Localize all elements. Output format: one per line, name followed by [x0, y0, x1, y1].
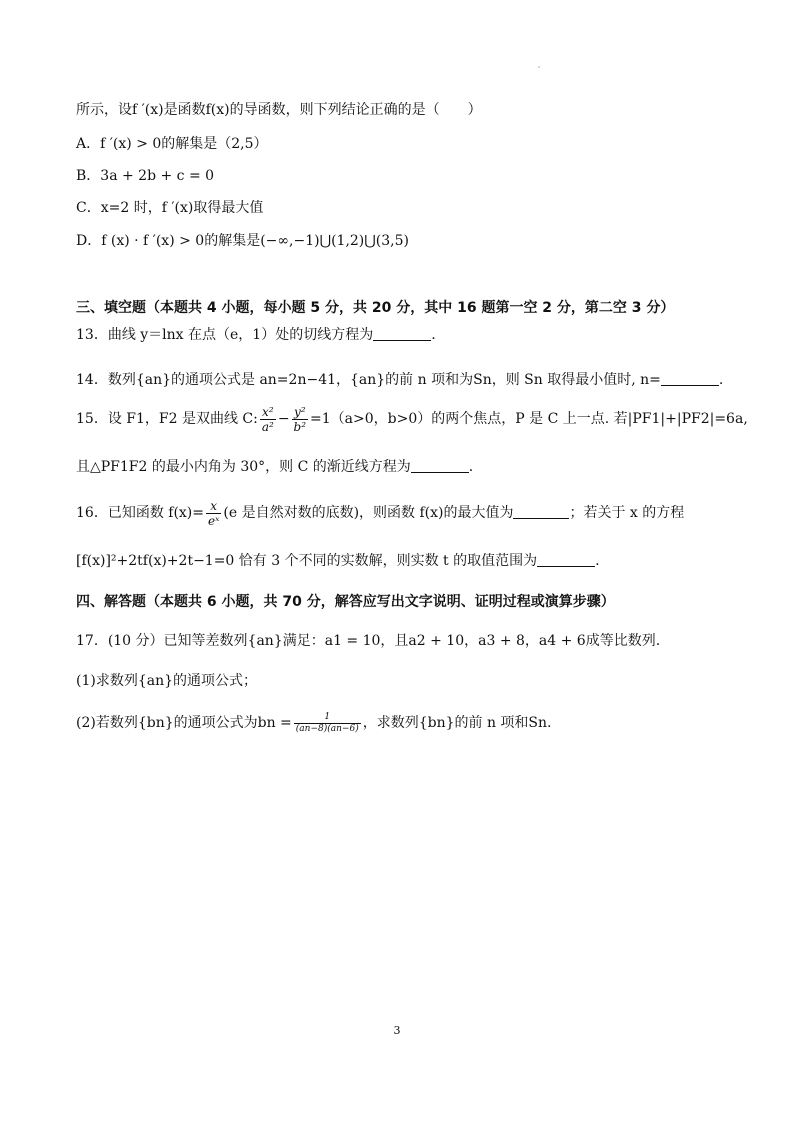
q12-stem: 所示，设f ′(x)是函数f(x)的导函数，则下列结论正确的是（ ）: [76, 102, 482, 118]
q14-answer-blank[interactable]: [661, 371, 719, 386]
q16-answer-blank-2[interactable]: [537, 552, 595, 567]
q16-line-1: [76, 496, 684, 530]
q14: [76, 370, 723, 390]
q12-option-d: D．f (x) · f ′(x) > 0的解集是(−∞,−1)⋃(1,2)⋃(3,5): [76, 233, 409, 249]
q16-frac-num: x: [210, 498, 218, 513]
q12-option-b: B．3a + 2b + c = 0: [76, 168, 215, 184]
section-4-heading: 四、解答题（本题共 6 小题，共 70 分，解答应写出文字说明、证明过程或演算步骤）: [76, 594, 615, 610]
q15-lead: 15．设 F1，F2 是双曲线 C:: [76, 411, 258, 427]
q17-frac-num: 1: [324, 711, 331, 722]
q13: [76, 325, 436, 345]
q17-frac-den: (an−8)(an−6): [295, 723, 359, 734]
q15-frac2-den: b²: [293, 419, 307, 434]
page-number: 3: [393, 1024, 401, 1037]
q16-end: .: [595, 553, 600, 569]
q16-frac-den: eˣ: [208, 513, 220, 528]
q14-text: 14．数列{an}的通项公式是 an=2n−41，{an}的前 n 项和为Sn，则 Sn 取得最小值时, n=: [76, 372, 661, 388]
q15-minus: −: [277, 411, 290, 427]
q16-mid: (e 是自然对数的底数)，则函数 f(x)的最大值为: [223, 505, 514, 521]
q15-end: .: [468, 459, 474, 475]
scan-speck: [538, 66, 540, 68]
q13-end: .: [431, 327, 436, 343]
q15-line-2: [76, 457, 473, 477]
q12-option-c: C．x=2 时，f ′(x)取得最大值: [76, 200, 264, 216]
q13-answer-blank[interactable]: [373, 326, 431, 341]
section-3-heading: 三、填空题（本题共 4 小题，每小题 5 分，共 20 分，其中 16 题第一空 2 分，第二空 3 分）: [76, 300, 675, 316]
q16-after-blank: ；若关于 x 的方程: [569, 505, 685, 521]
q17-stem: 17．(10 分）已知等差数列{an}满足：a1 = 10，且a2 + 10，a3 + 8，a4 + 6成等比数列.: [76, 633, 661, 649]
q17-part2-rest: ，求数列{bn}的前 n 项和Sn.: [362, 715, 552, 731]
q17-fraction: [294, 712, 361, 735]
q16-fraction: [206, 499, 221, 528]
q16-answer-blank-1[interactable]: [513, 504, 569, 519]
q15-line-1: [76, 402, 748, 436]
q15-rest: =1（a>0，b>0）的两个焦点，P 是 C 上一点. 若|PF1|+|PF2|=6a,: [310, 411, 748, 427]
q15-frac1-num: x²: [262, 404, 274, 419]
q15-frac2-num: y²: [294, 404, 306, 419]
q16-line2-text: [f(x)]²+2tf(x)+2t−1=0 恰有 3 个不同的实数解，则实数 t 的取值范围为: [76, 553, 538, 569]
q15-frac1-den: a²: [261, 419, 274, 434]
q17-part2-lead: (2)若数列{bn}的通项公式为bn =: [76, 715, 292, 731]
q17-part-2: [76, 706, 551, 740]
q17-part-1: (1)求数列{an}的通项公式；: [76, 673, 258, 689]
q15-fraction-x: [260, 405, 276, 434]
q12-option-a: A．f ′(x) > 0的解集是（2,5）: [76, 136, 268, 152]
q14-end: .: [718, 372, 724, 388]
q13-text: 13．曲线 y＝lnx 在点（e，1）处的切线方程为: [76, 327, 374, 343]
q16-line-2: [76, 551, 600, 571]
q15-fraction-y: [292, 405, 309, 434]
q15-answer-blank[interactable]: [411, 458, 469, 473]
q16-lead: 16．已知函数 f(x)=: [76, 505, 204, 521]
q15-line2-text: 且△PF1F2 的最小内角为 30°，则 C 的渐近线方程为: [76, 459, 411, 475]
